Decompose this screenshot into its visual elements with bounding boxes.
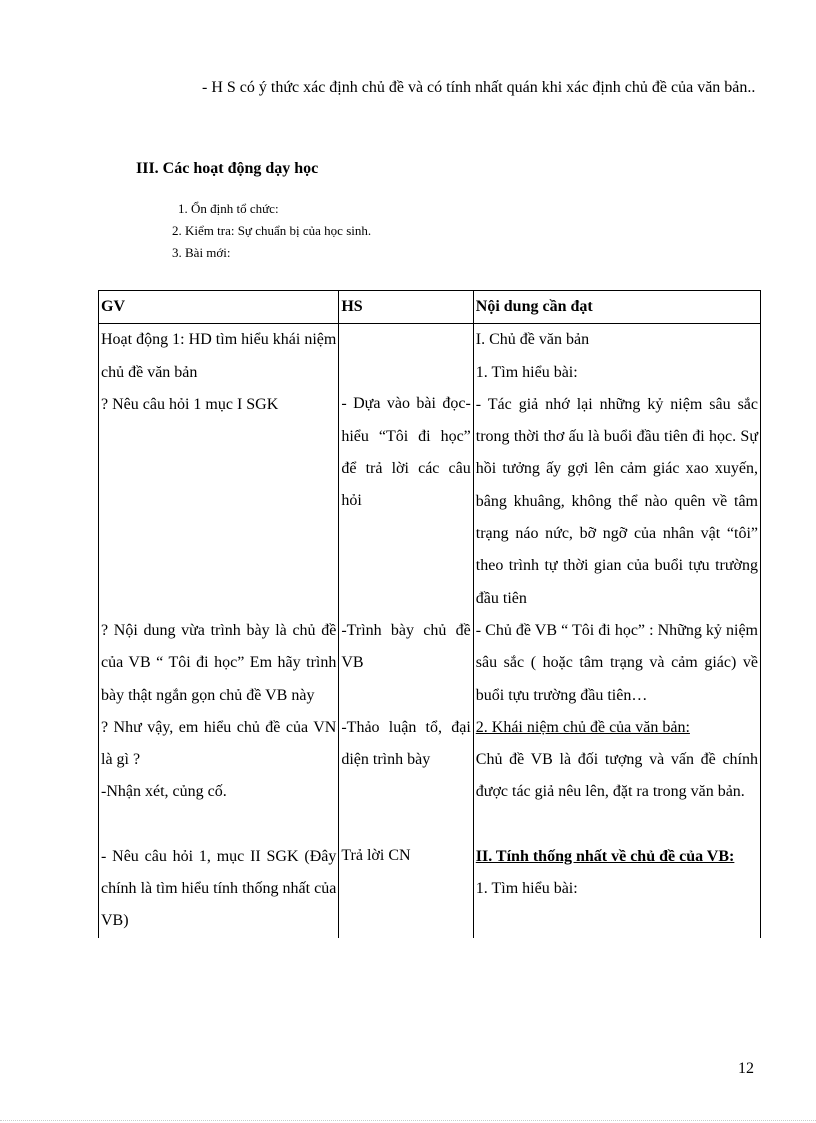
header-gv: GV — [99, 291, 339, 324]
step-item: 2. Kiểm tra: Sự chuẩn bị của học sinh. — [172, 223, 372, 238]
hs-cell: -Thảo luận tổ, đại diện trình bày Trả lời CN — [339, 712, 473, 938]
step-item: 3. Bài mới: — [172, 245, 231, 260]
section-heading: III. Các hoạt động dạy học — [136, 160, 319, 177]
intro-paragraph: - H S có ý thức xác định chủ đề và có tính nhất quán khi xác định chủ đề của văn bản.. — [202, 79, 756, 96]
gv-cell: ? Như vậy, em hiểu chủ đề của VN là gì ? -Nhận xét, củng cố. - Nêu câu hỏi 1, mục II SGK (Đây chính là tìm hiểu tính thống nhất của VB) — [99, 712, 339, 938]
hs-cell: - Dựa vào bài đọc-hiểu “Tôi đi học” để trả lời các câu hỏi — [339, 324, 473, 615]
page-bottom-divider — [0, 1120, 816, 1121]
step-list — [0, 198, 371, 264]
step-item: 1. Ổn định tổ chức: — [178, 201, 279, 216]
header-hs: HS — [339, 291, 473, 324]
table-row — [99, 712, 761, 938]
header-content: Nội dung cần đạt — [473, 291, 760, 324]
content-cell: I. Chủ đề văn bản 1. Tìm hiểu bài: - Tác giả nhớ lại những kỷ niệm sâu sắc trong thời thơ ấu là buổi đầu tiên đi học. Sự hồi tưởng ấy gợi lên cảm giác xao xuyến, bâng khuâng, không thể nào quên về tâm trạng náo nức, bỡ ngỡ của nhân vật “tôi” theo trình tự thời gian của buổi tựu trường đầu tiên — [473, 324, 760, 615]
page-number: 12 — [738, 1060, 754, 1077]
gv-cell: Hoạt động 1: HD tìm hiểu khái niệm chủ đề văn bản ? Nêu câu hỏi 1 mục I SGK — [99, 324, 339, 615]
content-cell: - Chủ đề VB “ Tôi đi học” : Những kỷ niệm sâu sắc ( hoặc tâm trạng và cảm giác) về buổi tựu trường đầu tiên… — [473, 615, 760, 712]
content-cell: 2. Khái niệm chủ đề của văn bản: Chủ đề VB là đối tượng và vấn đề chính được tác giả nêu lên, đặt ra trong văn bản. II. Tính thống nhất về chủ đề của VB: 1. Tìm hiểu bài: — [473, 712, 760, 938]
table-header-row — [99, 291, 761, 324]
gv-cell: ? Nội dung vừa trình bày là chủ đề của VB “ Tôi đi học” Em hãy trình bày thật ngắn gọn chủ đề VB này — [99, 615, 339, 712]
table-row — [99, 324, 761, 615]
hs-cell: -Trình bày chủ đề VB — [339, 615, 473, 712]
table-row — [99, 615, 761, 712]
lesson-table — [98, 290, 761, 938]
